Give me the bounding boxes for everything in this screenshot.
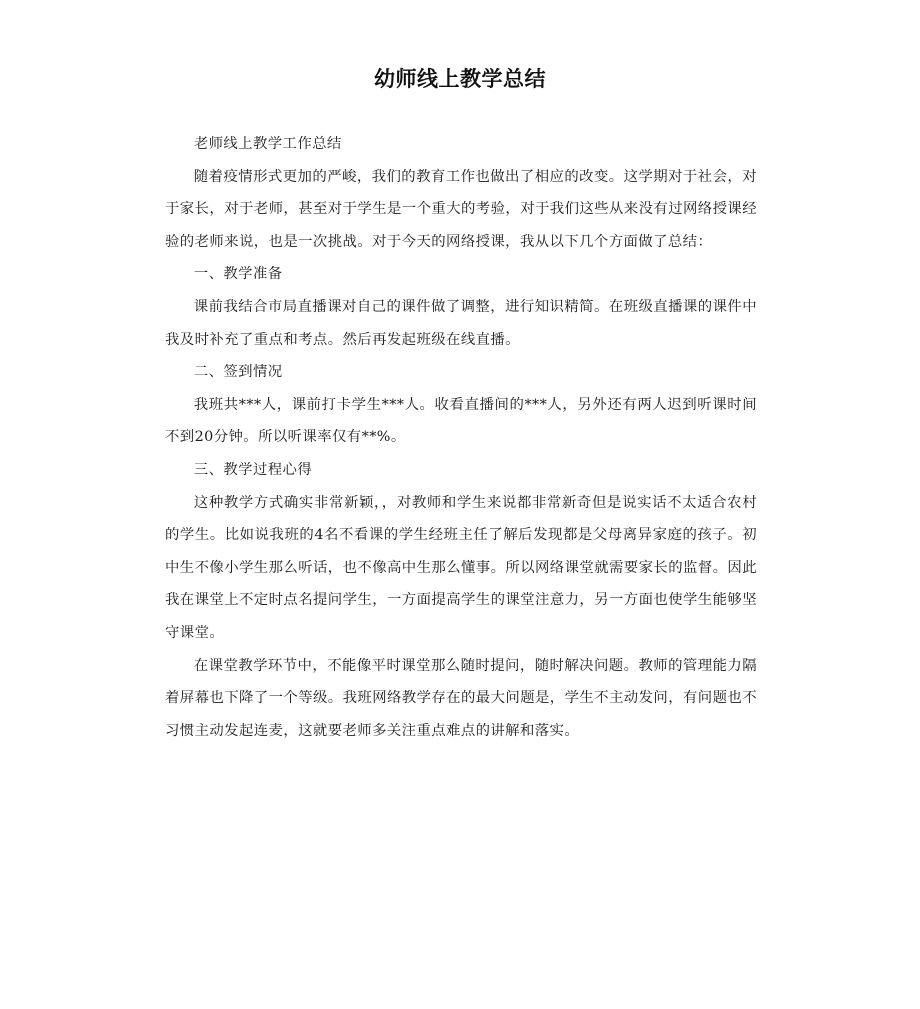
reflection-paragraph-2: 在课堂教学环节中，不能像平时课堂那么随时提问，随时解决问题。教师的管理能力隔着屏幕也下降了一个等级。我班网络教学存在的最大问题是，学生不主动发问，有问题也不习惯主动发起连麦，这就要老师多关注重点难点的讲解和落实。 — [165, 657, 757, 739]
reflection-paragraph-1: 这种教学方式确实非常新颖，，对教师和学生来说都非常新奇但是说实话不太适合农村的学生。比如说我班的4名不看课的学生经班主任了解后发现都是父母离异家庭的孩子。初中生不像小学生那么听话，也不像高中生那么懂事。所以网络课堂就需要家长的监督。因此我在课堂上不定时点名提问学生，一方面提高学生的课堂注意力，另一方面也使学生能够坚守课堂。 — [165, 494, 757, 641]
intro-paragraph: 随着疫情形式更加的严峻，我们的教育工作也做出了相应的改变。这学期对于社会，对于家长，对于老师，甚至对于学生是一个重大的考验，对于我们这些从来没有过网络授课经验的老师来说，也是一次挑战。对于今天的网络授课，我从以下几个方面做了总结： — [165, 168, 757, 250]
subtitle-paragraph: 老师线上教学工作总结 — [193, 136, 342, 152]
preparation-paragraph: 课前我结合市局直播课对自己的课件做了调整，进行知识精简。在班级直播课的课件中我及时补充了重点和考点。然后再发起班级在线直播。 — [165, 298, 757, 348]
section-heading-preparation: 一、教学准备 — [193, 266, 283, 283]
section-heading-reflection: 三、教学过程心得 — [193, 461, 313, 478]
section-heading-attendance: 二、签到情况 — [193, 364, 283, 381]
document-title: 幼师线上教学总结 — [374, 67, 546, 91]
attendance-paragraph: 我班共***人，课前打卡学生***人。收看直播间的***人，另外还有两人迟到听课时间不到20分钟。所以听课率仅有**%。 — [165, 396, 757, 446]
document-body — [165, 128, 757, 747]
